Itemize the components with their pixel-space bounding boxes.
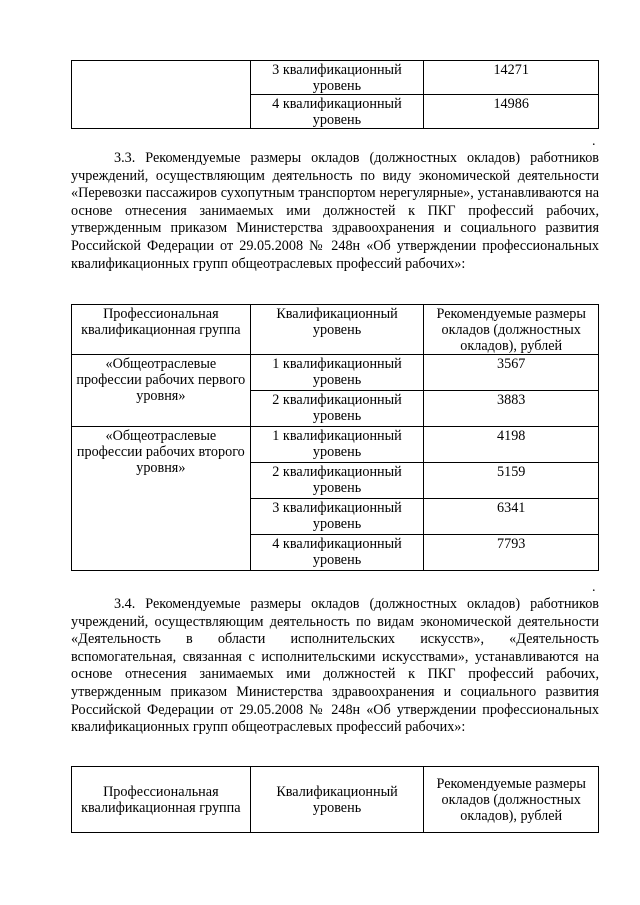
group-cell: «Общеотраслевые профессии рабочих первого уровня» xyxy=(72,355,251,427)
table-header-row xyxy=(72,305,599,355)
header-level: Квалификационный уровень xyxy=(250,305,424,355)
table-row xyxy=(72,61,599,95)
salary-cell: 7793 xyxy=(424,535,599,571)
level-cell: 1 квалификационный уровень xyxy=(250,427,424,463)
table-header-row xyxy=(72,767,599,833)
level-cell: 1 квалификационный уровень xyxy=(250,355,424,391)
level-cell: 4 квалификационный уровень xyxy=(250,95,424,129)
header-level: Квалификационный уровень xyxy=(250,767,424,833)
paragraph-3-3: 3.3. Рекомендуемые размеры окладов (должностных окладов) работников учреждений, осуществляющим деятельность по виду экономической деятельности «Перевозки пассажиров сухопутным транспортом нерегулярные», устанавливаются на основе отнесения занимаемых ими должностей к ПКГ профессий рабочих, утвержденным приказом Министерства здравоохранения и социального развития Российской Федерации от 29.05.2008 № 248н «Об утверждении профессиональных квалификационных групп общеотраслевых профессий рабочих»: xyxy=(71,150,599,272)
salary-cell: 14986 xyxy=(424,95,599,129)
salary-cell: 14271 xyxy=(424,61,599,95)
group-cell-empty xyxy=(72,61,251,129)
salary-table-continuation xyxy=(71,60,599,129)
level-cell: 3 квалификационный уровень xyxy=(250,61,424,95)
header-group: Профессиональная квалификационная группа xyxy=(72,305,251,355)
level-cell: 3 квалификационный уровень xyxy=(250,499,424,535)
salary-cell: 3883 xyxy=(424,391,599,427)
trailing-dot: . xyxy=(592,580,596,595)
salary-cell: 3567 xyxy=(424,355,599,391)
table-row xyxy=(72,427,599,463)
header-group: Профессиональная квалификационная группа xyxy=(72,767,251,833)
header-salary: Рекомендуемые размеры окладов (должностных окладов), рублей xyxy=(424,305,599,355)
paragraph-3-4: 3.4. Рекомендуемые размеры окладов (должностных окладов) работников учреждений, осуществляющим деятельность по видам экономической деятельности «Деятельность в области исполнительских искусств», «Деятельность вспомогательная, связанная с исполнительскими искусствами», устанавливаются на основе отнесения занимаемых ими должностей к ПКГ профессий рабочих, утвержденным приказом Министерства здравоохранения и социального развития Российской Федерации от 29.05.2008 № 248н «Об утверждении профессиональных квалификационных групп общеотраслевых профессий рабочих»: xyxy=(71,596,599,736)
level-cell: 2 квалификационный уровень xyxy=(250,463,424,499)
header-salary: Рекомендуемые размеры окладов (должностных окладов), рублей xyxy=(424,767,599,833)
trailing-dot: . xyxy=(592,134,596,149)
salary-cell: 5159 xyxy=(424,463,599,499)
group-cell: «Общеотраслевые профессии рабочих второго уровня» xyxy=(72,427,251,571)
table-row xyxy=(72,355,599,391)
level-cell: 4 квалификационный уровень xyxy=(250,535,424,571)
salary-cell: 4198 xyxy=(424,427,599,463)
salary-table-3-4 xyxy=(71,766,599,833)
salary-cell: 6341 xyxy=(424,499,599,535)
level-cell: 2 квалификационный уровень xyxy=(250,391,424,427)
salary-table-3-3 xyxy=(71,304,599,571)
